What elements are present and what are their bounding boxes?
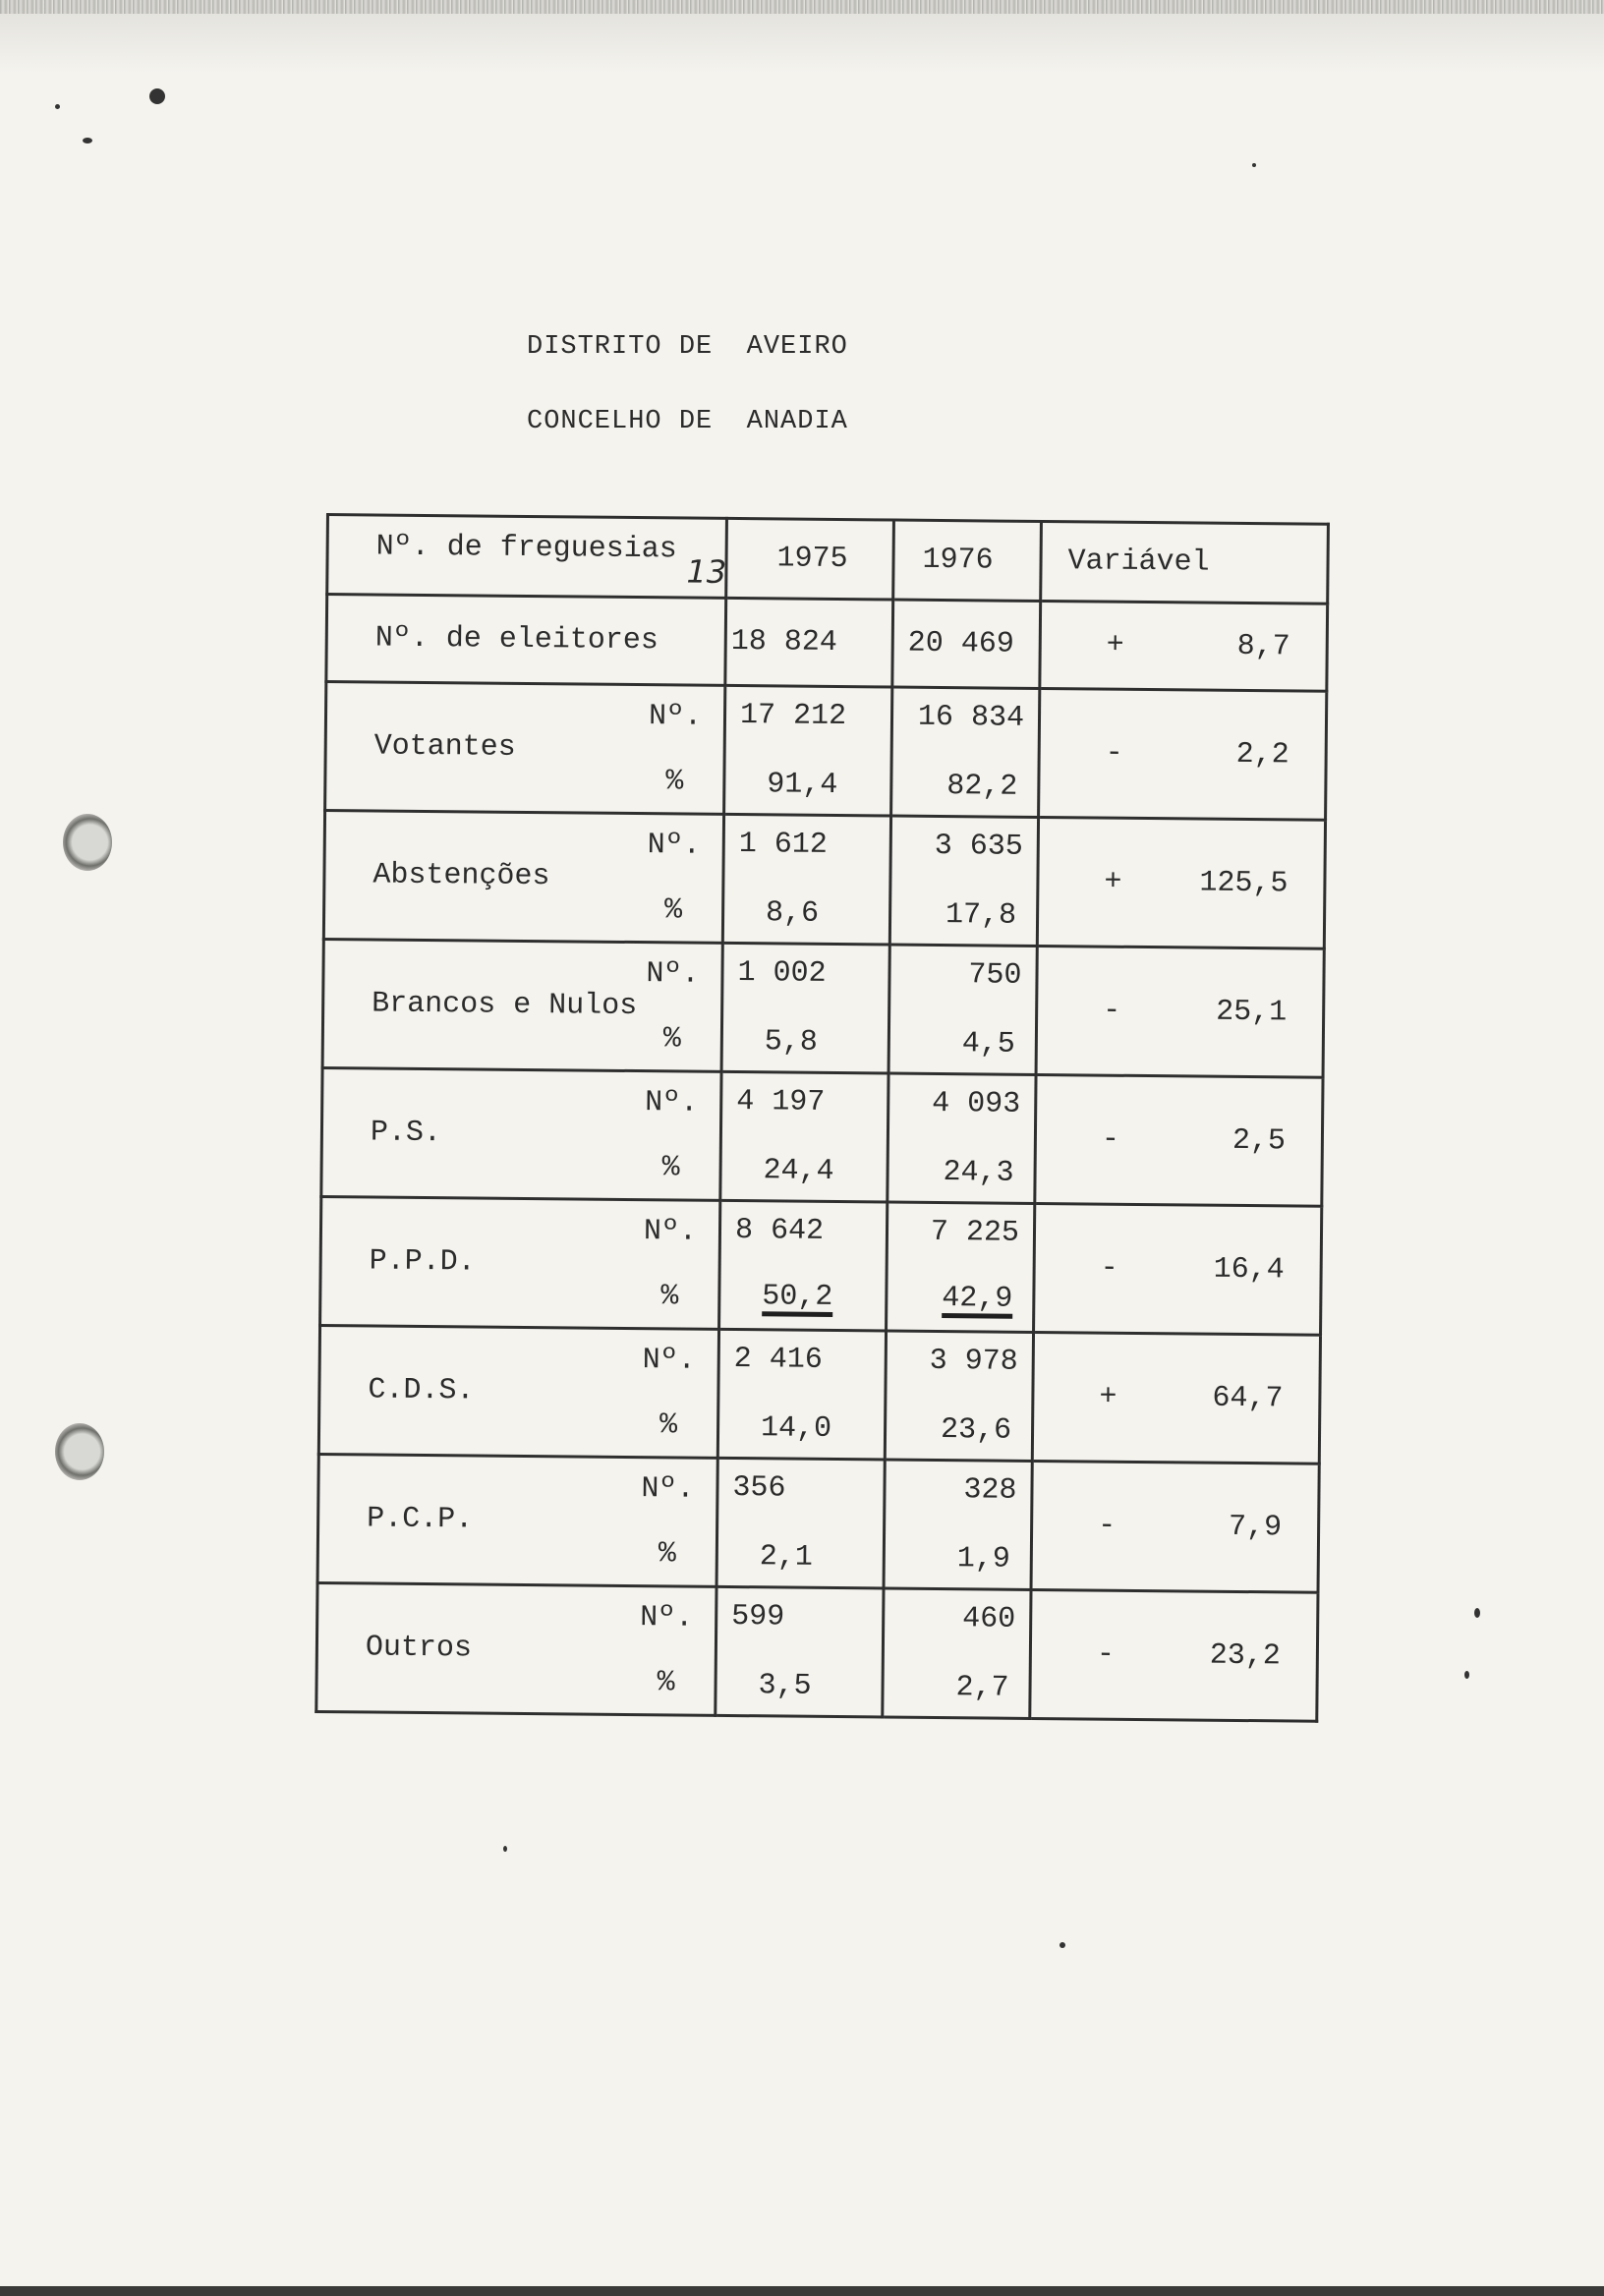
variation-sign: - [1105, 736, 1123, 771]
variation-value: 23,2 [1209, 1638, 1282, 1674]
variation-sign: - [1103, 994, 1121, 1028]
percent-key: % [660, 1280, 679, 1314]
handwritten-parish-count: 13 [686, 552, 727, 591]
percent-1976: 2,7 [955, 1671, 1009, 1705]
row-label: Brancos e Nulos [372, 987, 638, 1024]
percent-1976: 23,6 [940, 1413, 1012, 1448]
percent-1975: 14,0 [760, 1411, 832, 1446]
row-label: Votantes [373, 729, 516, 765]
variation-value: 7,9 [1228, 1510, 1283, 1545]
percent-key: % [663, 893, 683, 928]
scan-top-edge [0, 0, 1604, 14]
count-1975: 356 [732, 1471, 786, 1506]
district-heading: DISTRITO DE AVEIRO [527, 332, 848, 362]
row-label: P.S. [370, 1116, 442, 1151]
variation-sign: + [1106, 628, 1124, 662]
variation-value: 2,2 [1235, 737, 1289, 773]
variation-header: Variável [1067, 545, 1210, 580]
variation-sign: - [1100, 1251, 1118, 1286]
header-label-cell [327, 515, 727, 599]
count-key: Nº. [641, 1472, 695, 1507]
parishes-label: Nº. de freguesias [375, 530, 677, 567]
table-row [321, 1067, 1323, 1206]
header-1976-cell [893, 520, 1042, 601]
percent-1976: 4,5 [961, 1027, 1016, 1062]
ink-speck [55, 104, 60, 109]
scan-bottom-edge [0, 2286, 1604, 2296]
table-row [316, 1582, 1318, 1721]
row-label: C.D.S. [368, 1373, 475, 1408]
table-header-row [327, 515, 1329, 604]
table-row [322, 939, 1324, 1077]
count-1976: 328 [963, 1473, 1017, 1508]
count-key: Nº. [640, 1601, 694, 1636]
ink-speck [83, 138, 92, 144]
row-label: Outros [365, 1631, 473, 1666]
count-1975: 2 416 [733, 1343, 823, 1377]
variation-value: 64,7 [1212, 1381, 1284, 1416]
count-1975: 1 002 [737, 956, 827, 991]
header-1975-cell [726, 518, 894, 600]
percent-1976: 24,3 [943, 1156, 1014, 1190]
percent-1976: 1,9 [956, 1542, 1010, 1577]
count-key: Nº. [643, 1215, 698, 1249]
variation-sign: + [1099, 1380, 1117, 1414]
election-results-table [315, 513, 1330, 1723]
ink-speck [503, 1846, 507, 1852]
variation-value: 8,7 [1236, 629, 1290, 664]
count-1976: 16 834 [917, 700, 1025, 735]
percent-key: % [659, 1408, 678, 1443]
row-label: Nº. de eleitores [374, 621, 659, 659]
count-1975: 1 612 [738, 828, 828, 862]
count-key: Nº. [645, 1086, 699, 1120]
percent-key: % [662, 1022, 682, 1057]
count-1975: 17 212 [739, 699, 847, 734]
percent-1976: 82,2 [946, 770, 1018, 804]
variation-value: 125,5 [1199, 866, 1289, 901]
ink-speck [1474, 1608, 1480, 1618]
count-key: Nº. [646, 957, 700, 992]
count-key: Nº. [648, 700, 703, 734]
table-row [326, 595, 1328, 692]
punch-hole-lower [55, 1423, 104, 1480]
percent-key: % [658, 1537, 677, 1572]
row-label: Abstenções [372, 858, 550, 894]
variation-value: 2,5 [1232, 1123, 1287, 1159]
percent-1975: 8,6 [765, 896, 820, 931]
count-1976: 4 093 [932, 1086, 1021, 1121]
row-label: P.C.P. [367, 1502, 474, 1537]
percent-1976: 17,8 [945, 898, 1017, 933]
count-1976: 460 [962, 1602, 1016, 1636]
year-1975-header: 1975 [776, 542, 848, 577]
scan-top-shadow [0, 14, 1604, 73]
ink-speck [149, 88, 165, 104]
ink-speck [1060, 1942, 1065, 1948]
count-1975: 599 [731, 1600, 785, 1635]
variation-value: 25,1 [1215, 995, 1288, 1030]
variation-sign: - [1097, 1509, 1117, 1543]
percent-1975: 24,4 [763, 1154, 834, 1188]
count-1975: 4 197 [736, 1085, 826, 1119]
count-1975: 8 642 [734, 1214, 825, 1248]
count-1976: 7 225 [930, 1215, 1020, 1250]
percent-1975: 3,5 [758, 1669, 812, 1703]
table-row [318, 1325, 1320, 1464]
variation-sign: + [1104, 865, 1122, 899]
value-1976: 20 469 [907, 626, 1014, 661]
value-1975: 18 824 [730, 624, 837, 660]
percent-1976: 42,9 [942, 1284, 1012, 1319]
ink-speck [1464, 1671, 1469, 1679]
count-key: Nº. [647, 829, 701, 863]
percent-key: % [661, 1151, 680, 1185]
ink-speck [1252, 163, 1256, 167]
header-variation-cell [1041, 521, 1329, 603]
percent-key: % [665, 765, 684, 799]
table-row [323, 811, 1325, 949]
table-row [317, 1454, 1319, 1592]
percent-1975: 5,8 [764, 1025, 819, 1060]
punch-hole-upper [63, 814, 112, 871]
municipality-heading: CONCELHO DE ANADIA [527, 407, 848, 436]
count-1976: 750 [968, 958, 1022, 993]
percent-key: % [657, 1666, 675, 1700]
variation-sign: - [1101, 1122, 1120, 1157]
percent-1975: 50,2 [762, 1282, 832, 1317]
row-label: P.P.D. [369, 1244, 476, 1280]
percent-1975: 2,1 [759, 1540, 813, 1575]
table-row [320, 1196, 1322, 1335]
count-1976: 3 635 [934, 829, 1023, 864]
variation-sign: - [1096, 1637, 1116, 1672]
percent-1975: 91,4 [767, 768, 838, 803]
table-row [325, 682, 1327, 821]
count-1976: 3 978 [929, 1344, 1018, 1379]
year-1976-header: 1976 [922, 543, 994, 578]
count-key: Nº. [642, 1344, 696, 1378]
variation-value: 16,4 [1213, 1252, 1285, 1288]
